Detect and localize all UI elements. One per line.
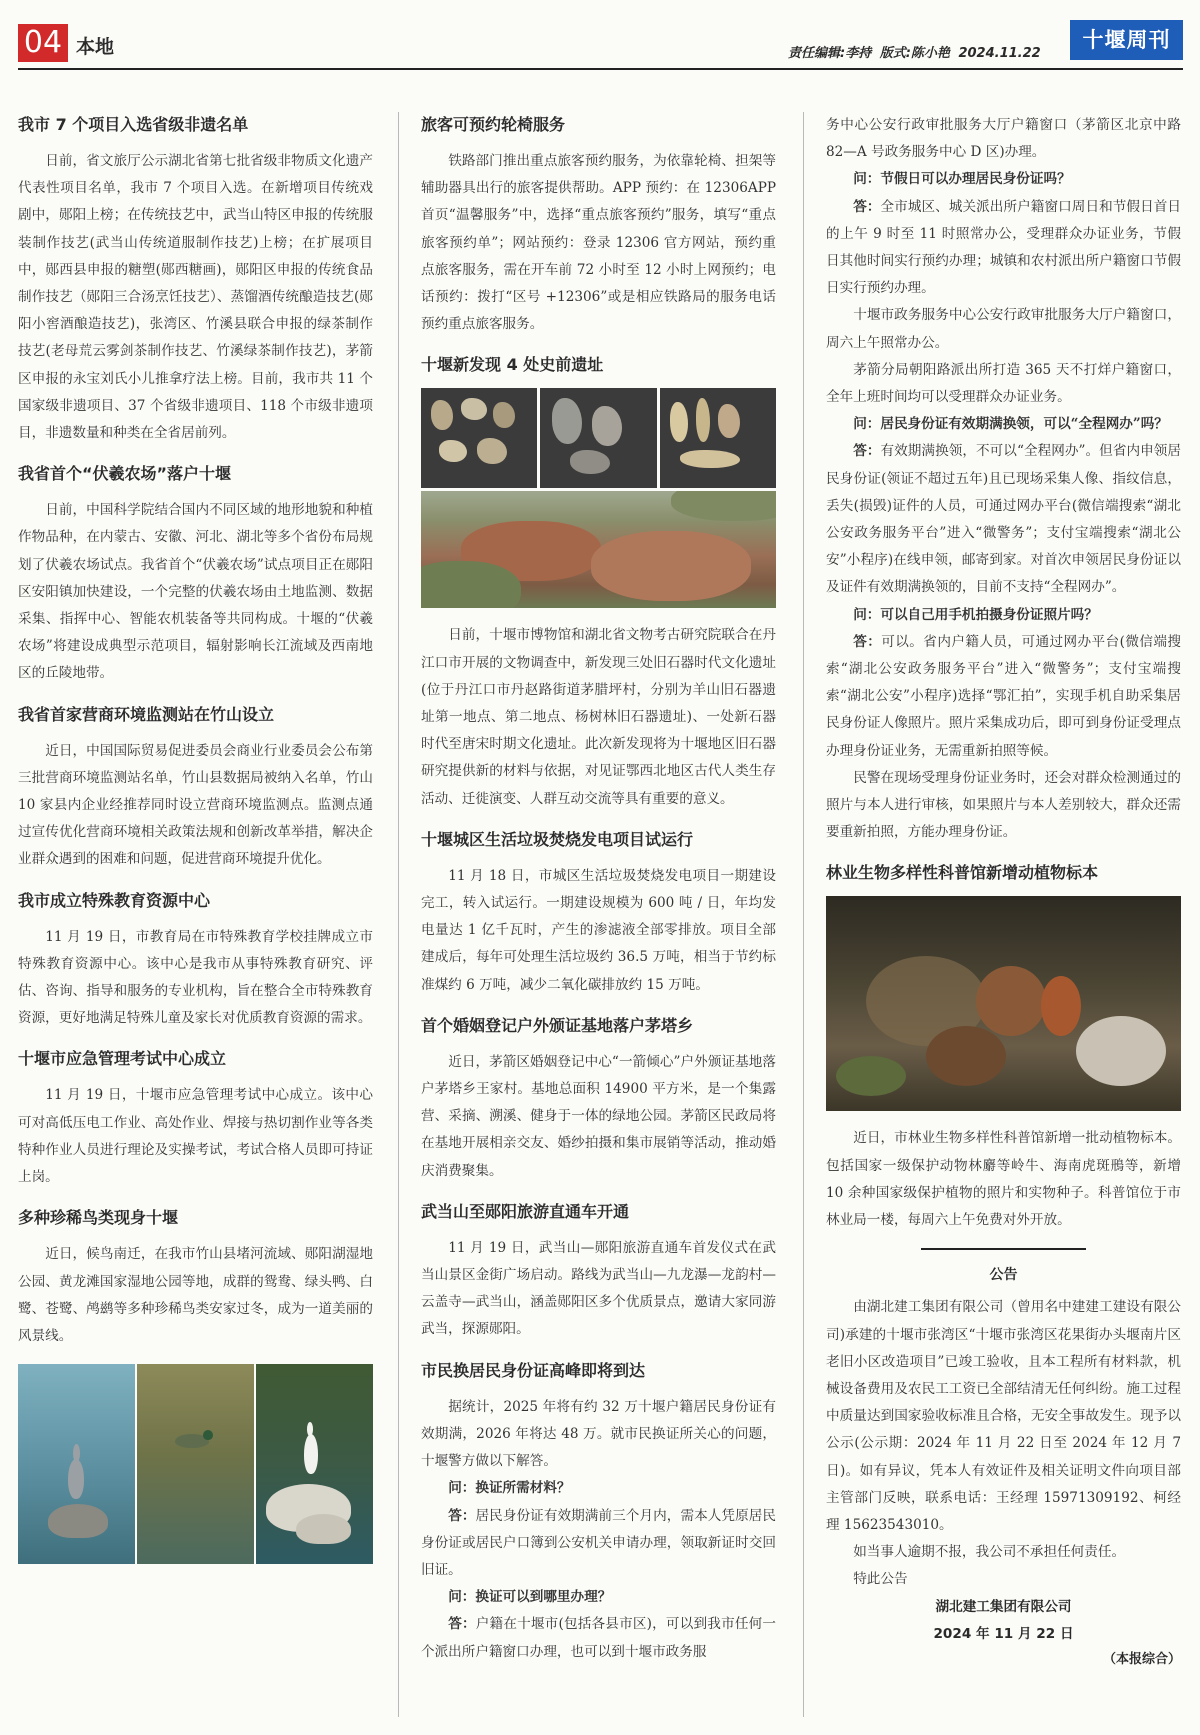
editor-credits: [788, 42, 1045, 61]
article-body: 11 月 19 日，武当山—郧阳旅游直通车首发仪式在武当山景区金街广场启动。路线为武当山—九龙瀑—龙韵村—云盖寺—武当山，涵盖郧阳区多个优质景点，邀请大家同游武当，探源郧阳。: [421, 1239, 776, 1338]
news-source: （本报综合）: [1102, 1651, 1181, 1667]
notice-title: 公告: [989, 1267, 1018, 1284]
stone-artifacts-photo-1: [421, 388, 537, 488]
article-paragraph: 民警在现场受理身份证业务时，还会对群众检测通过的照片与本人进行审核，如果照片与本人差别较大，群众还需要重新拍照，方能办理身份证。: [826, 769, 1181, 841]
notice-body: 由湖北建工集团有限公司（曾用名中建建工建设有限公司)承建的十堰市张湾区“十堰市张湾区花果街办头堰南片区老旧小区改造项目”已竣工验收，且本工程所有材料款，机械设备费用及农民工工资已全部结清无任何纠纷。施工过程中质量达到国家验收标准且合格，无安全事故发生。现予以公示(公示期：2024 年 11 月 22 日至 2024 年 12 月 7 日)。如有异议，凭本人有效证件及相关证明文件向项目部主管部门反映，联系电话：王经理 15971309192、柯经理 15623543010。: [826, 1299, 1181, 1533]
article-waste-power-plant: [421, 827, 776, 999]
column-2: [421, 112, 776, 1680]
duck-in-flight-photo: [137, 1364, 254, 1564]
article-wheelchair-service: [421, 112, 776, 338]
answer: 答：可以。省内户籍人员，可通过网办平台(微信端搜索“湖北公安政务服务平台”进入“微警务”；支付宝端搜索“湖北公安”小程序)选择“鄂汇拍”，实现手机自助采集居民身份证人像照片。照片采集成功后，即可到身份证受理点办理身份证业务，无需重新拍照等候。: [826, 633, 1181, 759]
column-3: [826, 112, 1181, 1672]
question: 问：居民身份证有效期满换领，可以“全程网办”吗？: [853, 416, 1168, 433]
issue-date: 2024.11.22: [958, 46, 1041, 61]
article-title: 十堰城区生活垃圾焚烧发电项目试运行: [421, 829, 694, 849]
article-body: 日前，十堰市博物馆和湖北省文物考古研究院联合在丹江口市开展的文物调查中，新发现三处旧石器时代文化遗址(位于丹江口市丹赵路街道茅腊坪村，分别为羊山旧石器遗址第一地点、第二地点、杨树林旧石器遗址)、一处新石器时代至唐宋时期文化遗址。此次新发现将为十堰地区旧石器研究提供新的材料与依据，对见证鄂西北地区古代人类生存活动、迁徙演变、人群互动交流等具有重要的意义。: [421, 627, 776, 807]
article-paragraph: 十堰市政务服务中心公安行政审批服务大厅户籍窗口，周六上午照常办公。: [826, 307, 1181, 351]
answer: 答：有效期满换领，不可以“全程网办”。但省内申领居民身份证(领证不超过五年)且已现场采集人像、指纹信息，丢失(损毁)证件的人员，可通过网办平台(微信端搜索“湖北公安政务服务平台”进入“微警务”；支付宝端搜索“湖北公安”小程序)在线申领，邮寄到家。对首次申领居民身份证以及证件有效期满换领的，目前不支持“全程网办”。: [826, 443, 1181, 596]
column-divider: [803, 112, 804, 1717]
article-intangible-heritage: [18, 112, 373, 447]
article-body: 近日，候鸟南迁，在我市竹山县堵河流域、郧阳湖湿地公园、黄龙滩国家湿地公园等地，成群的鸳鸯、绿头鸭、白鹭、苍鹭、鸬鹚等多种珍稀鸟类安家过冬，成为一道美丽的风景线。: [18, 1246, 373, 1344]
article-body: 近日，市林业生物多样性科普馆新增一批动植物标本。包括国家一级保护动物林麝等岭牛、海南虎斑鳽等，新增 10 余种国家级保护植物的照片和实物种子。科普馆位于市林业局一楼，每周六上午免费对外开放。: [826, 1130, 1181, 1229]
stone-tools-photo: [421, 388, 776, 608]
article-title: 我省首家营商环境监测站在竹山设立: [18, 704, 275, 724]
page-header: [18, 20, 1183, 72]
article-title: 我省首个“伏羲农场”落户十堰: [18, 464, 232, 484]
article-title: 林业生物多样性科普馆新增动植物标本: [826, 863, 1099, 883]
article-tourist-bus: [421, 1199, 776, 1344]
article-title: 首个婚姻登记户外颁证基地落户茅塔乡: [421, 1015, 694, 1035]
column-1: [18, 112, 373, 1578]
layout-designer: 版式:陈小艳: [879, 46, 950, 61]
article-title: 市民换居民身份证高峰即将到达: [421, 1360, 646, 1380]
article-body: 近日，茅箭区婚姻登记中心“一箭倾心”户外颁证基地落户茅塔乡王家村。基地总面积 14900 平方米，是一个集露营、采摘、溯溪、健身于一体的绿地公园。茅箭区民政局将在基地开展相亲交友、婚纱拍摄和集市展销等活动，推动婚庆消费聚集。: [421, 1053, 776, 1179]
article-title: 多种珍稀鸟类现身十堰: [18, 1208, 179, 1228]
column-divider: [398, 112, 399, 1717]
question: 问：节假日可以办理居民身份证吗？: [853, 171, 1071, 188]
article-title: 我市成立特殊教育资源中心: [18, 890, 211, 910]
article-body: 日前，省文旅厅公示湖北省第七批省级非物质文化遗产代表性项目名单，我市 7 个项目入选。在新增项目传统戏剧中，郧阳上榜；在传统技艺中，武当山特区申报的传统服装制作技艺(武当山传统道服制作技艺)上榜；在扩展项目中，郧西县申报的糖塑(郧西糖画)，郧阳区申报的传统食品制作技艺（郧阳三合汤烹饪技艺）、蒸馏酒传统酿造技艺(郧阳小窖酒酿造技艺)，张湾区、竹溪县联合申报的绿茶制作技艺(老母荒云雾剑茶制作技艺、竹溪绿茶制作技艺)，茅箭区申报的永宝刘氏小儿推拿疗法上榜。目前，我市共 11 个国家级非遗项目、37 个省级非遗项目、118 个市级非遗项目，非遗数量和种类在全省居前列。: [18, 153, 373, 442]
article-body: 11 月 19 日，十堰市应急管理考试中心成立。该中心可对高低压电工作业、高处作业、焊接与热切割作业等各类特种作业人员进行理论及实操考试，考试合格人员即可持证上岗。: [18, 1087, 373, 1186]
article-title: 十堰新发现 4 处史前遗址: [421, 355, 604, 375]
article-rare-birds: [18, 1205, 373, 1350]
egret-on-rocks-photo: [256, 1364, 373, 1564]
article-title: 我市 7 个项目入选省级非遗名单: [18, 115, 249, 134]
article-id-card-renewal: [421, 1358, 776, 1666]
stone-artifacts-photo-3: [660, 388, 776, 488]
header-rule: [18, 68, 1183, 70]
article-prehistoric-sites: [421, 352, 776, 812]
notice-rule: [921, 1248, 1086, 1250]
article-body: 铁路部门推出重点旅客预约服务，为依靠轮椅、担架等辅助器具出行的旅客提供帮助。APP 预约：在 12306APP 首页“温馨服务”中，选择“重点旅客预约”服务，填写“重点旅客预约单”；网站预约：登录 12306 官方网站，预约重点旅客服务，需在开车前 72 小时至 12 小时上网预约；电话预约：拨打“区号 +12306”或是相应铁路局的服务电话预约重点旅客服务。: [421, 153, 776, 333]
notice-company: 湖北建工集团有限公司: [935, 1598, 1072, 1615]
heron-on-rock-photo: [18, 1364, 135, 1564]
specimen-exhibit-photo: [826, 896, 1181, 1111]
article-title: 武当山至郧阳旅游直通车开通: [421, 1201, 630, 1221]
article-paragraph: 茅箭分局朝阳路派出所打造 365 天不打烊户籍窗口，全年上班时间均可以受理群众办证业务。: [826, 361, 1181, 406]
article-business-monitoring: [18, 702, 373, 874]
answer: 答：居民身份证有效期满前三个月内，需本人凭原居民身份证或居民户口簿到公安机关申请办理，领取新证时交回旧证。: [421, 1507, 777, 1578]
notice-disclaimer: 如当事人逾期不报，我公司不承担任何责任。: [853, 1544, 1126, 1561]
page-number: 04: [18, 24, 68, 62]
editor-name: 责任编辑:李持: [788, 46, 872, 61]
answer: 答：户籍在十堰市(包括各县市区)，可以到我市任何一个派出所户籍窗口办理，也可以到十堰市政务服: [421, 1616, 777, 1660]
answer: 答：全市城区、城关派出所户籍窗口周日和节假日首日的上午 9 时至 11 时照常办公，受理群众办证业务，节假日其他时间实行预约办理；城镇和农村派出所户籍窗口节假日实行预约办理。: [826, 198, 1182, 297]
section-name: 本地: [76, 36, 115, 58]
article-emergency-exam: [18, 1046, 373, 1191]
stone-artifacts-photo-2: [540, 388, 656, 488]
masthead-logo: 十堰周刊: [1070, 20, 1183, 60]
article-fuxi-farm: [18, 461, 373, 687]
article-special-education: [18, 888, 373, 1033]
article-body: 11 月 19 日，市教育局在市特殊教育学校挂牌成立市特殊教育资源中心。该中心是我市从事特殊教育研究、评估、咨询、指导和服务的专业机构，旨在整合全市特殊教育资源，更好地满足特殊儿童及家长对优质教育资源的需求。: [18, 928, 373, 1027]
article-title: 十堰市应急管理考试中心成立: [18, 1049, 227, 1069]
excavation-site-aerial-photo: [421, 491, 776, 608]
article-continuation: 务中心公安行政审批服务大厅户籍窗口（茅箭区北京中路 82—A 号政务服务中心 D 区)办理。: [826, 117, 1181, 161]
article-title: 旅客可预约轮椅服务: [421, 115, 566, 134]
notice-date: 2024 年 11 月 22 日: [933, 1625, 1074, 1642]
question: 问：换证可以到哪里办理？: [448, 1589, 612, 1606]
article-body: 据统计，2025 年将有约 32 万十堰户籍居民身份证有效期满，2026 年将达 48 万。就市民换证所关心的问题，十堰警方做以下解答。: [421, 1398, 776, 1470]
notice-closing: 特此公告: [853, 1571, 908, 1588]
question: 问：可以自己用手机拍摄身份证照片吗？: [853, 606, 1098, 623]
article-biodiversity-museum: [826, 860, 1181, 1234]
article-marriage-base: [421, 1013, 776, 1185]
article-body: 近日，中国国际贸易促进委员会商业行业委员会公布第三批营商环境监测站名单，竹山县数据局被纳入名单，竹山 10 家县内企业经推荐同时设立营商环境监测点。监测点通过宣传优化营商环境相关政策法规和创新改革举措，解决企业群众遇到的困难和问题，促进营商环境提升优化。: [18, 742, 373, 868]
article-body: 11 月 18 日，市城区生活垃圾焚烧发电项目一期建设完工，转入试运行。一期建设规模为 600 吨 / 日，年均发电量达 1 亿千瓦时，产生的渗滤液全部零排放。项目全部建成后，每年可处理生活垃圾约 36.5 万吨，相当于节约标准煤约 6 万吨，减少二氧化碳排放约 15 万吨。: [421, 867, 776, 993]
rare-birds-photo: [18, 1364, 373, 1564]
article-body: 日前，中国科学院结合国内不同区域的地形地貌和种植作物品种，在内蒙古、安徽、河北、湖北等多个省份布局规划了伏羲农场试点。我省首个“伏羲农场”试点项目正在郧阳区安阳镇加快建设，一个完整的伏羲农场由土地监测、数据采集、指挥中心、智能农机装备等共同构成。十堰的“伏羲农场”将建设成典型示范项目，辐射影响长江流域及西南地区的丘陵地带。: [18, 502, 373, 682]
question: 问：换证所需材料？: [448, 1480, 571, 1497]
